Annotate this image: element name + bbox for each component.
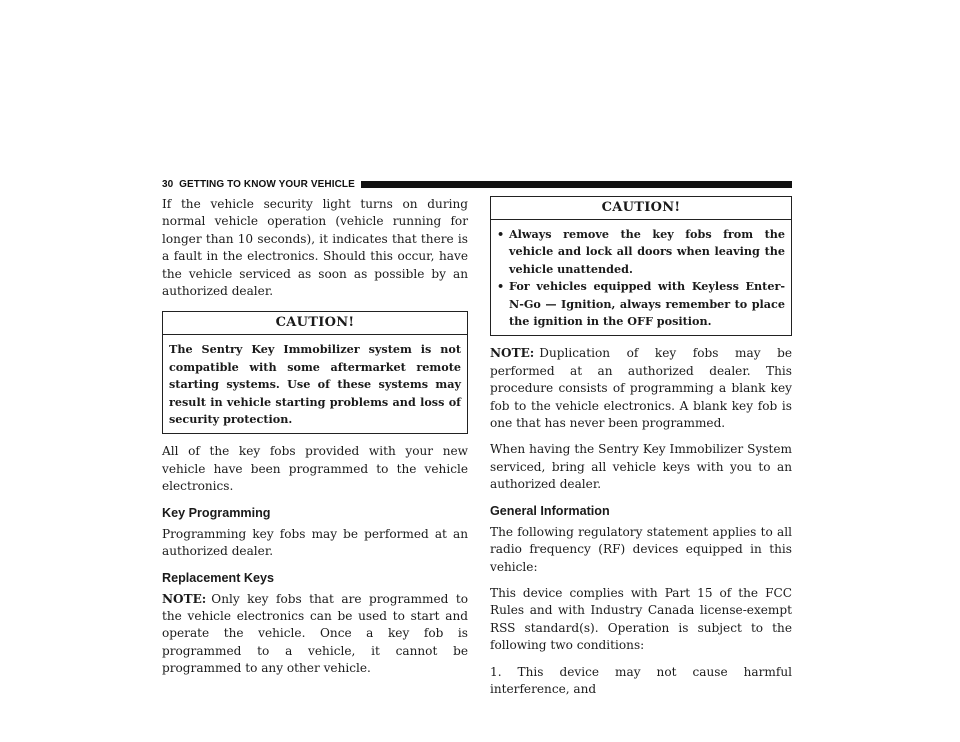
para-security-light: If the vehicle security light turns on during normal vehicle operation (vehicle running for longer than 10 seconds), it indicates that there is a fault in the electronics. Should this occur, have the vehicle serviced as soon as possible by an authorized dealer. bbox=[162, 197, 468, 299]
note-label: NOTE: bbox=[490, 346, 535, 361]
heading-general-information: General Information bbox=[490, 503, 610, 518]
right-column bbox=[490, 196, 792, 707]
caution-body bbox=[491, 220, 791, 335]
note-text: Duplication of key fobs may be performed at an authorized dealer. This procedure consists of programming a blank key fob to the vehicle electronics. A blank key fob is one that has never been programmed. bbox=[490, 346, 792, 431]
para-fcc: This device complies with Part 15 of the FCC Rules and with Industry Canada license-exempt RSS standard(s). Operation is subject to the following two conditions: bbox=[490, 585, 792, 653]
heading-replacement-keys: Replacement Keys bbox=[162, 570, 274, 585]
page-header-text bbox=[162, 179, 361, 190]
para-regulatory: The following regulatory statement applies to all radio frequency (RF) devices equipped in this vehicle: bbox=[490, 524, 792, 574]
para-key-programming: Programming key fobs may be performed at an authorized dealer. bbox=[162, 526, 468, 559]
para-key-fobs: All of the key fobs provided with your new vehicle have been programmed to the vehicle electronics. bbox=[162, 444, 468, 494]
note-text: Only key fobs that are programmed to the vehicle electronics can be used to start and operate the vehicle. Once a key fob is programmed to a vehicle, it cannot be programmed to any other vehicle. bbox=[162, 591, 468, 676]
page-header bbox=[162, 177, 792, 191]
caution-title: CAUTION! bbox=[491, 197, 791, 220]
para-replacement-note bbox=[162, 591, 468, 678]
section-title: GETTING TO KNOW YOUR VEHICLE bbox=[179, 178, 355, 190]
caution-box-immobilizer bbox=[162, 311, 468, 434]
para-duplication-note bbox=[490, 345, 792, 432]
caution-list-item: • Always remove the key fobs from the vehicle and lock all doors when leaving the vehicle unattended. bbox=[497, 226, 785, 278]
left-column bbox=[162, 196, 468, 687]
caution-title: CAUTION! bbox=[163, 312, 467, 335]
caution-list bbox=[497, 226, 785, 330]
heading-key-programming: Key Programming bbox=[162, 505, 271, 520]
header-rule bbox=[361, 181, 792, 188]
caution-list-item: • For vehicles equipped with Keyless Enter-N-Go — Ignition, always remember to place the ignition in the OFF position. bbox=[497, 278, 785, 330]
note-label: NOTE: bbox=[162, 591, 207, 606]
list-item-1: 1. This device may not cause harmful interference, and bbox=[490, 664, 792, 696]
caution-box-key-fobs bbox=[490, 196, 792, 336]
caution-text: The Sentry Key Immobilizer system is not compatible with some aftermarket remote starting systems. Use of these systems may result in vehicle starting problems and loss of security protection. bbox=[169, 342, 461, 427]
para-servicing: When having the Sentry Key Immobilizer System serviced, bring all vehicle keys with you to an authorized dealer. bbox=[490, 442, 792, 492]
page-number: 30 bbox=[162, 178, 174, 190]
